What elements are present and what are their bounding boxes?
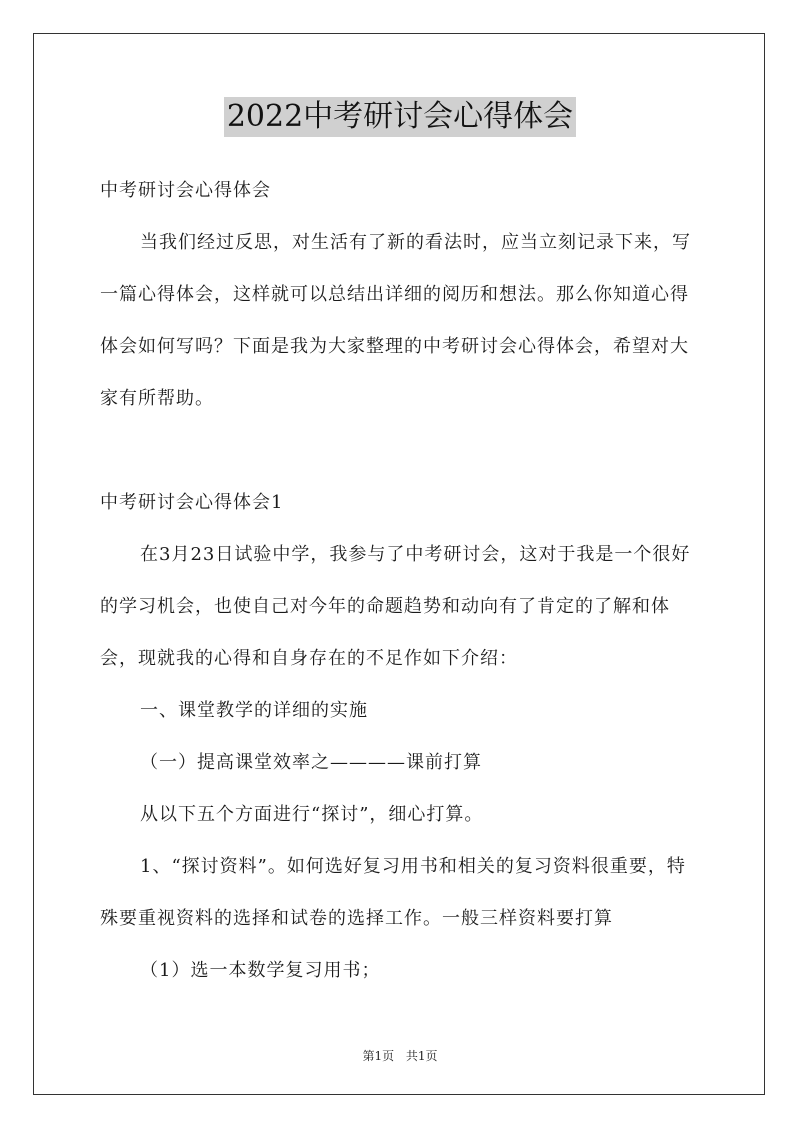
page-current: 第1页 xyxy=(362,1049,395,1063)
point-one-heading: 一、课堂教学的详细的实施 xyxy=(140,700,368,721)
item-one-subitem: （1）选一本数学复习用书； xyxy=(140,960,381,981)
point-one-description: 从以下五个方面进行“探讨”，细心打算。 xyxy=(140,804,484,825)
page-footer xyxy=(0,1047,800,1064)
intro-paragraph: 当我们经过反思，对生活有了新的看法时，应当立刻记录下来，写一篇心得体会，这样就可以总结出详细的阅历和想法。那么你知道心得体会如何写吗？下面是我为大家整理的中考研讨会心得体会，希望对大家有所帮助。 xyxy=(100,232,691,409)
title-container xyxy=(0,97,800,137)
item-one-paragraph: 1、“探讨资料”。如何选好复习用书和相关的复习资料很重要，特殊要重视资料的选择和试卷的选择工作。一般三样资料要打算 xyxy=(100,856,686,929)
section-heading: 中考研讨会心得体会1 xyxy=(100,492,284,513)
document-title: 2022中考研讨会心得体会 xyxy=(224,97,576,137)
point-one-subheading: （一）提高课堂效率之————课前打算 xyxy=(140,752,482,773)
subtitle: 中考研讨会心得体会 xyxy=(100,180,271,201)
page-total: 共1页 xyxy=(405,1049,438,1063)
section-paragraph: 在3月23日试验中学，我参与了中考研讨会，这对于我是一个很好的学习机会，也使自己对今年的命题趋势和动向有了肯定的了解和体会，现就我的心得和自身存在的不足作如下介绍： xyxy=(100,544,691,669)
